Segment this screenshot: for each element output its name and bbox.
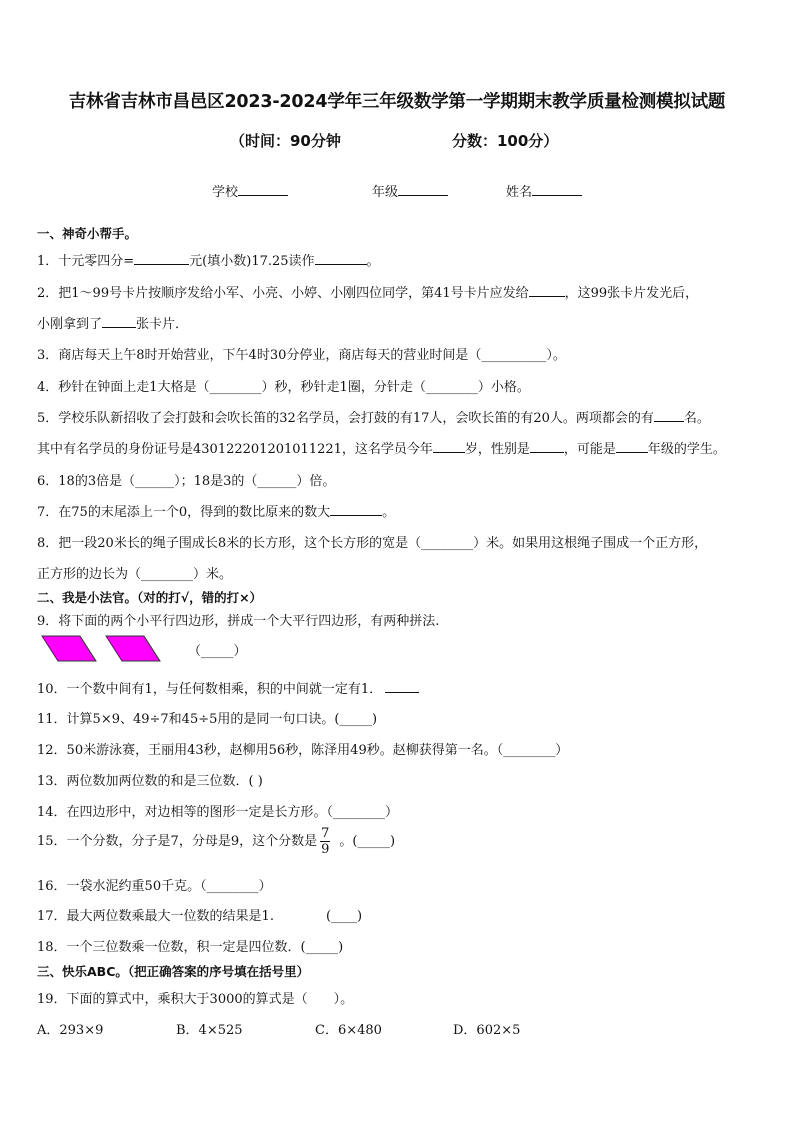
question-14: 14．在四边形中，对边相等的图形一定是长方形。（________）	[37, 805, 399, 820]
fraction-denominator: 9	[321, 842, 330, 857]
grade-blank[interactable]	[398, 183, 448, 196]
question-12: 12．50米游泳赛，王丽用43秒，赵柳用56秒，陈泽用49秒。赵柳获得第一名。（________）	[37, 743, 569, 758]
question-19-option-d[interactable]: D．602×5	[453, 1023, 521, 1038]
name-blank[interactable]	[532, 183, 582, 196]
fraction-numerator: 7	[321, 826, 330, 841]
question-17: 17．最大两位数乘最大一位数的结果是1. (____)	[37, 909, 363, 924]
fraction	[320, 826, 330, 857]
answer-blank[interactable]	[616, 440, 648, 453]
question-16: 16．一袋水泥约重50千克。（________）	[37, 879, 272, 894]
section-1-heading: 一、神奇小帮手。	[37, 226, 138, 241]
question-5-cont: 其中有名学员的身份证号是430122201201011221，这名学员今年 岁，性别是 ，可能是 年级的学生。	[37, 442, 726, 457]
question-19-option-b[interactable]: B．4×525	[176, 1023, 243, 1038]
answer-blank[interactable]	[433, 440, 465, 453]
school-label: 学校	[212, 185, 239, 200]
answer-blank[interactable]	[315, 252, 367, 265]
answer-blank[interactable]	[654, 409, 684, 422]
question-15: 15．一个分数，分子是7，分母是9，这个分数是 $\frac{7}{9}$ 。(_____)	[37, 826, 396, 857]
answer-blank[interactable]	[330, 503, 382, 516]
name-field	[506, 181, 582, 200]
question-10: 10．一个数中间有1，与任何数相乘，积的中间就一定有1．	[37, 678, 419, 697]
grade-field	[372, 181, 448, 200]
question-5: 5．学校乐队新招收了会打鼓和会吹长笛的32名学员，会打鼓的有17人，会吹长笛的有20人。两项都会的有 名。	[37, 411, 710, 426]
parallelograms-figure	[40, 634, 164, 664]
school-field	[212, 181, 288, 200]
question-4: 4．秒针在钟面上走1大格是（________）秒，秒针走1圈，分针走（________）小格。	[37, 380, 530, 395]
grade-label: 年级	[372, 185, 399, 200]
question-19-option-a[interactable]: A．293×9	[37, 1023, 104, 1038]
question-19: 19．下面的算式中，乘积大于3000的算式是（ ）。	[37, 992, 354, 1007]
answer-blank[interactable]	[385, 680, 419, 693]
question-1: 1．十元零四分= 元(填小数)17.25读作 。	[37, 254, 380, 269]
question-11: 11．计算5×9、49÷7和45÷5用的是同一句口诀。(_____)	[37, 712, 378, 727]
answer-blank[interactable]	[529, 284, 565, 297]
answer-blank[interactable]	[102, 315, 136, 328]
answer-blank[interactable]	[530, 440, 564, 453]
parallelogram-left	[42, 636, 96, 661]
question-2-cont: 小刚拿到了 张卡片．	[37, 317, 189, 332]
question-13: 13．两位数加两位数的和是三位数．( )	[37, 774, 263, 789]
answer-blank[interactable]	[134, 252, 189, 265]
parallelogram-right	[106, 636, 160, 661]
exam-time: （时间：90分钟	[230, 132, 341, 150]
name-label: 姓名	[506, 185, 533, 200]
question-19-option-c[interactable]: C．6×480	[315, 1023, 382, 1038]
question-3: 3．商店每天上午8时开始营业，下午4时30分停业，商店每天的营业时间是（__________）。	[37, 348, 566, 363]
page-title: 吉林省吉林市昌邑区2023-2024学年三年级数学第一学期期末教学质量检测模拟试题	[68, 92, 726, 112]
question-8: 8．把一段20米长的绳子围成长8米的长方形，这个长方形的宽是（________）米。如果用这根绳子围成一个正方形，	[37, 536, 708, 551]
question-9-answer[interactable]: （_____）	[188, 644, 247, 659]
question-6: 6．18的3倍是（______）；18是3的（______）倍。	[37, 474, 336, 489]
question-8-cont: 正方形的边长为（________）米。	[37, 567, 233, 582]
exam-score: 分数：100分）	[452, 132, 559, 150]
section-3-heading: 三、快乐ABC。（把正确答案的序号填在括号里）	[37, 964, 310, 979]
section-2-heading: 二、我是小法官。（对的打√，错的打×）	[37, 590, 263, 605]
school-blank[interactable]	[238, 183, 288, 196]
question-18: 18．一个三位数乘一位数，积一定是四位数．(_____)	[37, 940, 344, 955]
question-9: 9．将下面的两个小平行四边形，拼成一个大平行四边形，有两种拼法.	[37, 614, 440, 629]
question-2: 2．把1～99号卡片按顺序发给小军、小亮、小婷、小刚四位同学，第41号卡片应发给 ，这99张卡片发光后，	[37, 286, 699, 301]
question-7: 7．在75的末尾添上一个0，得到的数比原来的数大 。	[37, 505, 396, 520]
